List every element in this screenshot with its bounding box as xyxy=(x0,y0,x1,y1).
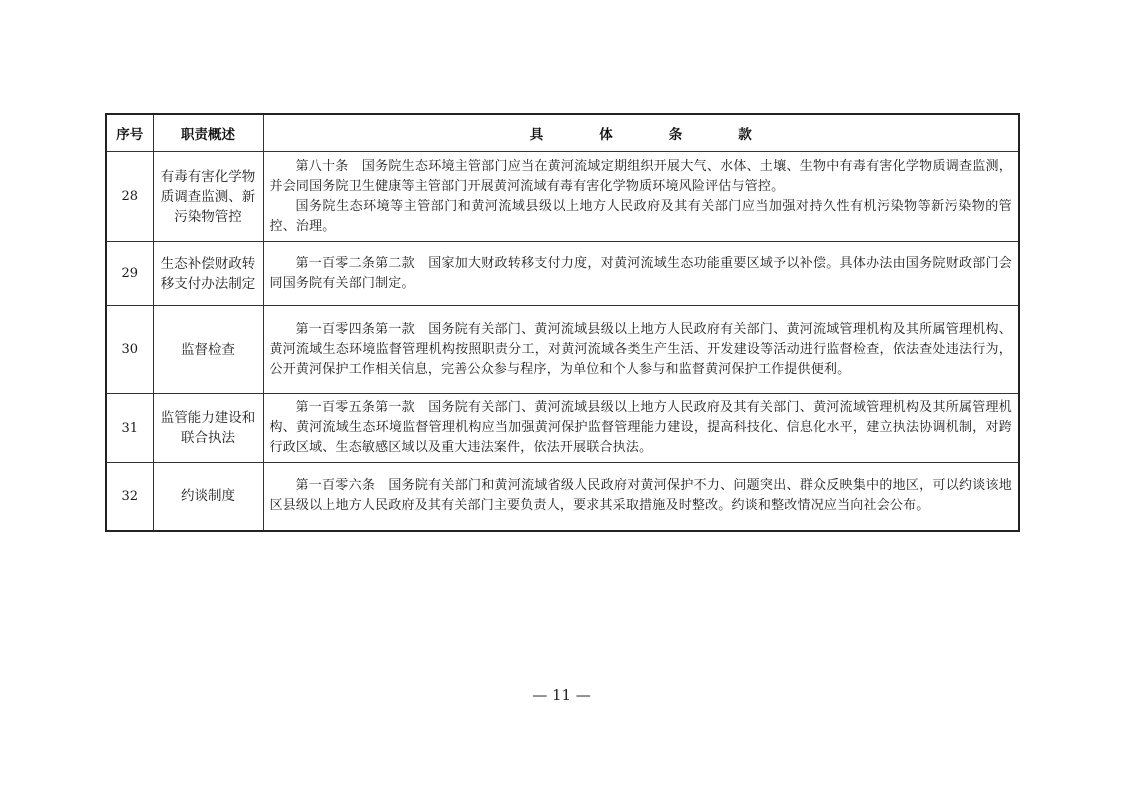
row-body xyxy=(263,306,1019,394)
row-number: 29 xyxy=(106,242,153,306)
table-row xyxy=(106,463,1019,531)
header-body xyxy=(263,114,1019,152)
row-number: 28 xyxy=(106,152,153,242)
row-number: 32 xyxy=(106,463,153,531)
header-body-char: 具 xyxy=(529,127,544,143)
table-row xyxy=(106,394,1019,463)
header-seq: 序号 xyxy=(106,114,153,152)
row-body xyxy=(263,463,1019,531)
row-duty: 监督检查 xyxy=(153,306,263,394)
row-duty: 约谈制度 xyxy=(153,463,263,531)
row-body xyxy=(263,152,1019,242)
row-body xyxy=(263,394,1019,463)
table-row xyxy=(106,242,1019,306)
header-body-char: 款 xyxy=(738,127,752,143)
article-paragraph: 国务院生态环境等主管部门和黄河流域县级以上地方人民政府及其有关部门应当加强对持久性有机污染物等新污染物的管控、治理。 xyxy=(269,198,1012,234)
row-number: 31 xyxy=(106,394,153,463)
header-body-char: 条 xyxy=(668,127,683,143)
header-body-char: 体 xyxy=(599,127,613,143)
row-body xyxy=(263,242,1019,306)
row-number: 30 xyxy=(106,306,153,394)
table-header-row xyxy=(106,114,1019,152)
article-paragraph: 第八十条 国务院生态环境主管部门应当在黄河流域定期组织开展大气、水体、土壤、生物中有毒有害化学物质调查监测，并会同国务院卫生健康等主管部门开展黄河流域有毒有害化学物质环境风险评估与管控。 xyxy=(269,158,1012,194)
row-duty: 生态补偿财政转移支付办法制定 xyxy=(153,242,263,306)
header-duty: 职责概述 xyxy=(153,114,263,152)
row-duty: 监管能力建设和联合执法 xyxy=(153,394,263,463)
table-row xyxy=(106,152,1019,242)
table-row xyxy=(106,306,1019,394)
responsibility-table xyxy=(105,113,1020,532)
article-paragraph: 第一百零二条第二款 国家加大财政转移支付力度，对黄河流域生态功能重要区域予以补偿。具体办法由国务院财政部门会同国务院有关部门制定。 xyxy=(269,255,1012,291)
article-paragraph: 第一百零六条 国务院有关部门和黄河流域省级人民政府对黄河保护不力、问题突出、群众反映集中的地区，可以约谈该地区县级以上地方人民政府及其有关部门主要负责人，要求其采取措施及时整改。约谈和整改情况应当向社会公布。 xyxy=(269,478,1012,514)
row-duty: 有毒有害化学物质调查监测、新污染物管控 xyxy=(153,152,263,242)
article-paragraph: 第一百零五条第一款 国务院有关部门、黄河流域县级以上地方人民政府及其有关部门、黄河流域管理机构及其所属管理机构、黄河流域生态环境监督管理机构应当加强黄河保护监督管理能力建设，提高科技化、信息化水平，建立执法协调机制，对跨行政区域、生态敏感区域以及重大违法案件，依法开展联合执法。 xyxy=(269,400,1012,455)
article-paragraph: 第一百零四条第一款 国务院有关部门、黄河流域县级以上地方人民政府有关部门、黄河流域管理机构及其所属管理机构、黄河流域生态环境监督管理机构按照职责分工，对黄河流域各类生产生活、开发建设等活动进行监督检查，依法查处违法行为，公开黄河保护工作相关信息，完善公众参与程序，为单位和个人参与和监督黄河保护工作提供便利。 xyxy=(269,321,1012,377)
page-number: — 11 — xyxy=(532,686,591,704)
